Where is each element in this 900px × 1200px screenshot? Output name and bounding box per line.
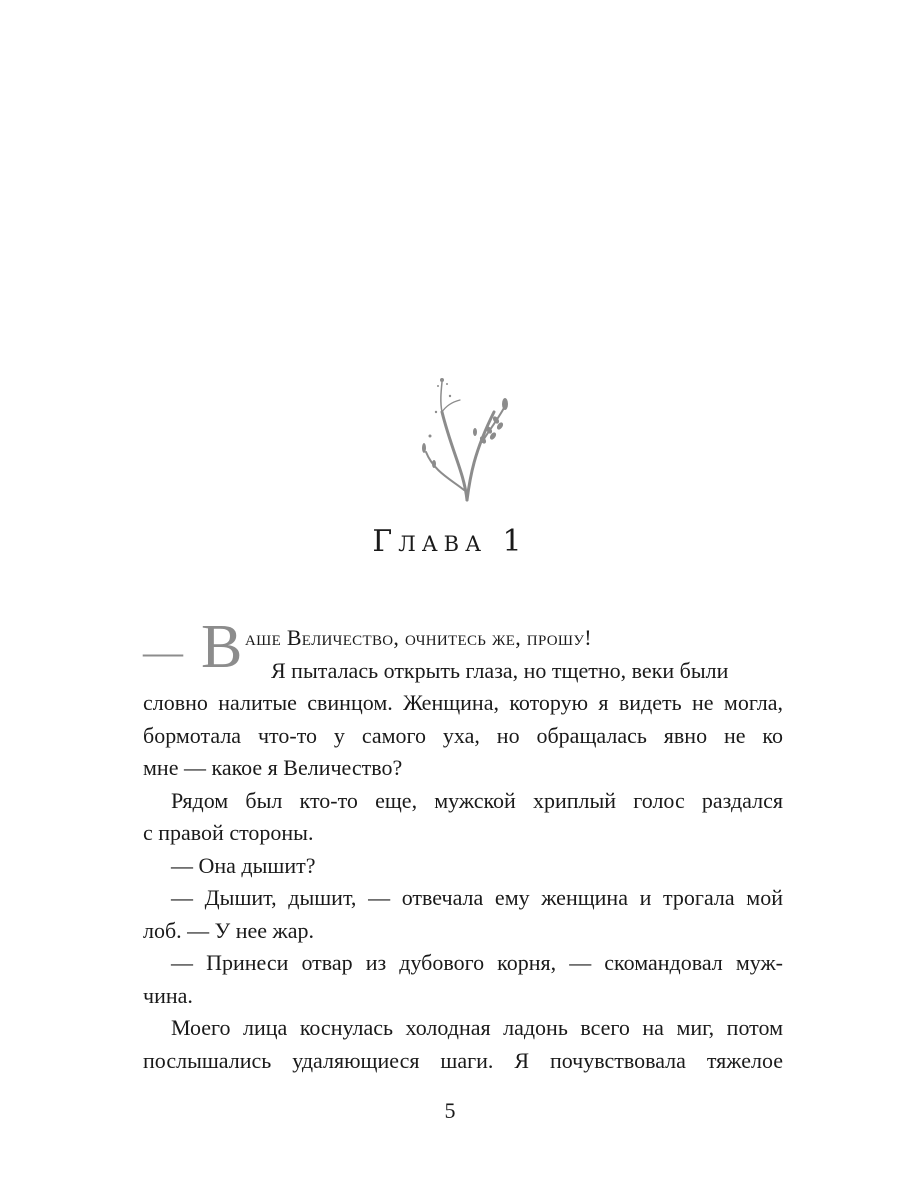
chapter-title: Глава 1 (372, 524, 528, 559)
text-line: лоб. — У нее жар. (143, 917, 315, 943)
first-line-text: аше Величество, очнитесь же, прошу! (245, 625, 592, 650)
flower-sprig-icon (412, 372, 522, 512)
text-line: — Принеси отвар из дубового корня, — скомандовал муж- (171, 950, 783, 975)
dropcap-dash: — (143, 629, 183, 674)
text-line: с правой стороны. (143, 820, 314, 845)
text-line: Моего лица коснулась холодная ладонь всего на миг, потом (171, 1015, 783, 1040)
text-line: Я пыталась открыть глаза, но тщетно, веки были (271, 657, 729, 683)
text-line: Рядом был кто-то еще, мужской хриплый голос раздался (171, 787, 783, 813)
text-line: мне — какое я Величество? (143, 755, 403, 780)
dropcap-letter: В (201, 613, 243, 681)
text-line: чина. (143, 982, 193, 1008)
page-number: 5 (444, 1098, 456, 1123)
text-line: послышались удаляющиеся шаги. Я почувствовала тяжелое (143, 1047, 783, 1073)
text-line: — Она дышит? (171, 852, 316, 878)
text-line: бормотала что-то у самого уха, но обращалась явно не ко (143, 722, 783, 748)
text-line: — Дышит, дышит, — отвечала ему женщина и трогала мой (171, 885, 783, 910)
text-line: словно налитые свинцом. Женщина, которую я видеть не могла, (143, 690, 783, 715)
body-text (143, 613, 783, 1077)
